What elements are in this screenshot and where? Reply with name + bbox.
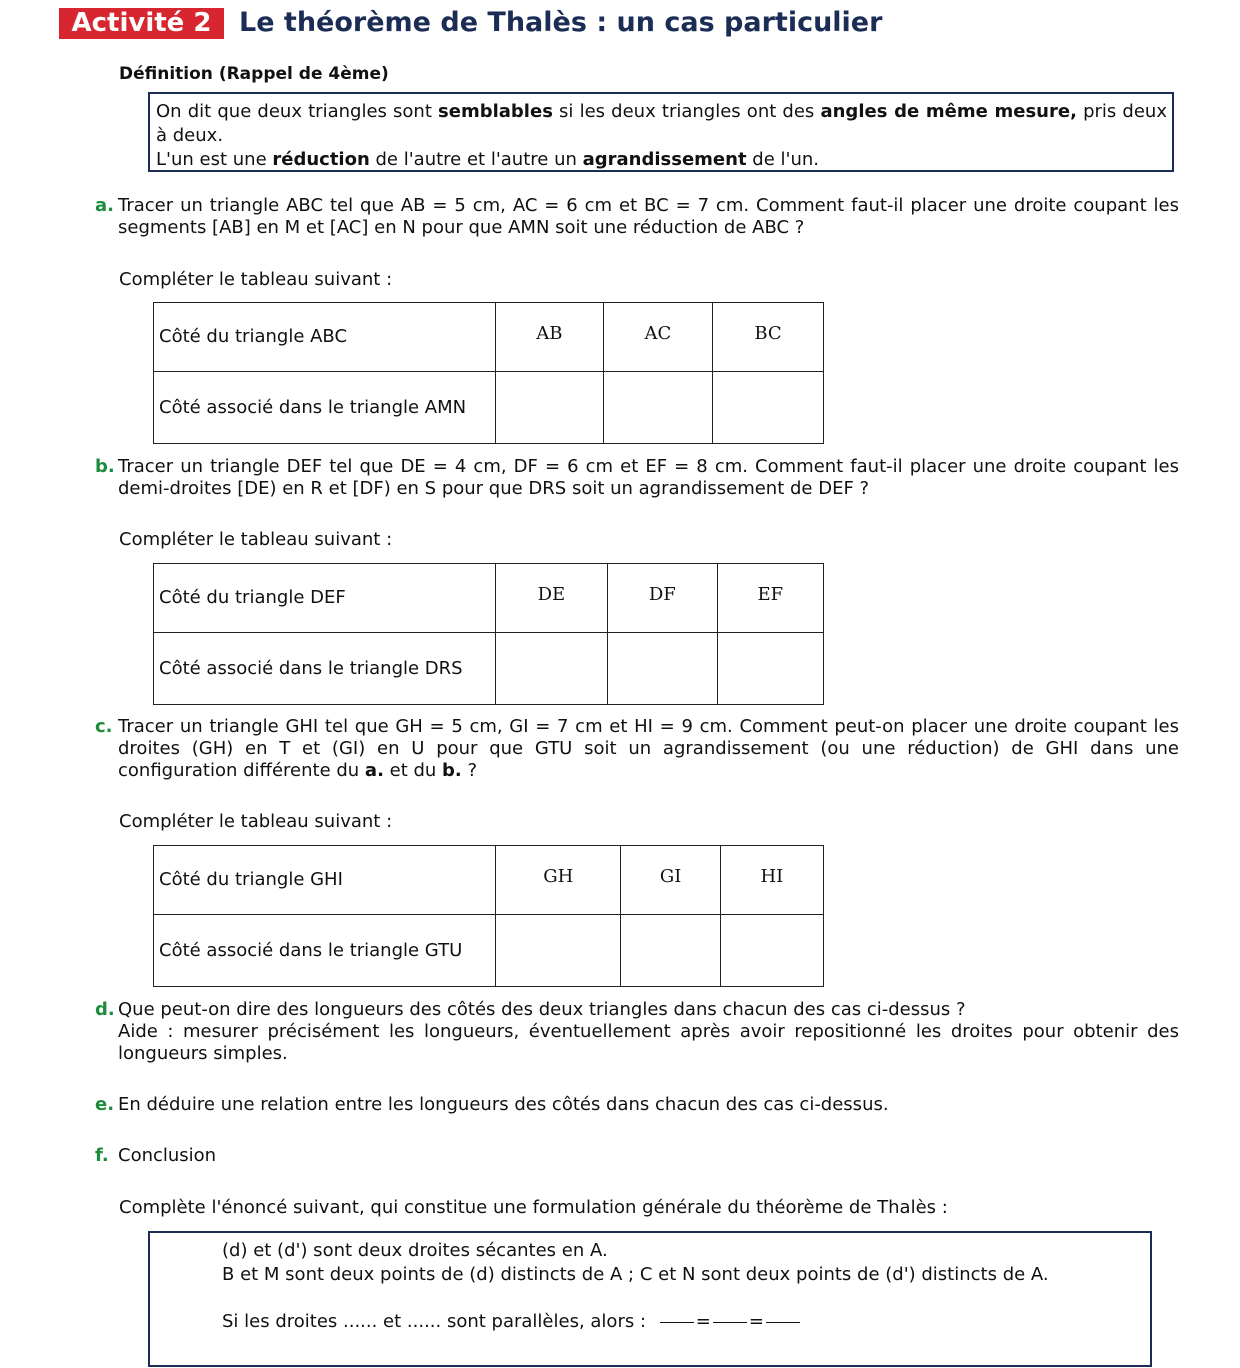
table-row: [154, 303, 824, 372]
column-header: GI: [621, 846, 720, 915]
question-e: [95, 1094, 1179, 1116]
question-label: f.: [95, 1145, 109, 1166]
row-label: Côté associé dans le triangle GTU: [154, 915, 496, 987]
ref-a: a.: [364, 760, 384, 781]
def-text: si les deux triangles ont des: [552, 101, 821, 122]
table-row: [154, 633, 824, 705]
table-abc: [153, 302, 824, 444]
column-header: DF: [607, 564, 717, 633]
row-label: Côté du triangle ABC: [154, 303, 496, 372]
fraction-blank[interactable]: [713, 1322, 747, 1323]
answer-cell[interactable]: [713, 372, 824, 444]
conclusion-line: (d) et (d') sont deux droites sécantes en A.: [222, 1240, 608, 1261]
column-header: AC: [603, 303, 712, 372]
answer-cell[interactable]: [720, 915, 823, 987]
def-text: de l'autre et l'autre un: [369, 149, 583, 170]
question-label: a.: [95, 195, 114, 216]
question-text-part: Que peut-on dire des longueurs des côtés des deux triangles dans chacun des cas ci-dessus ?: [118, 999, 966, 1020]
complete-instruction: Compléter le tableau suivant :: [119, 269, 393, 290]
def-bold: semblables: [438, 101, 553, 122]
table-row: [154, 564, 824, 633]
activity-badge: Activité 2: [59, 8, 224, 39]
question-label: d.: [95, 999, 115, 1020]
column-header: DE: [496, 564, 608, 633]
question-label: e.: [95, 1094, 115, 1115]
table-ghi: [153, 845, 824, 987]
question-text: Tracer un triangle ABC tel que AB = 5 cm, AC = 6 cm et BC = 7 cm. Comment faut-il placer une droite coupant les segments [AB] en M et [AC] en N pour que AMN soit une réduction de ABC ?: [118, 195, 1179, 238]
column-header: BC: [713, 303, 824, 372]
definition-box: [148, 92, 1174, 172]
ref-b: b.: [442, 760, 462, 781]
question-text-part: et du: [383, 760, 443, 781]
aide-text: Aide : mesurer précisément les longueurs, éventuellement après avoir repositionné les droites pour obtenir des longueurs simples.: [118, 1021, 1179, 1064]
conclusion-line: B et M sont deux points de (d) distincts de A ; C et N sont deux points de (d') distincts de A.: [222, 1264, 1049, 1285]
def-bold: réduction: [272, 149, 370, 170]
question-label: b.: [95, 456, 115, 477]
complete-instruction: Complète l'énoncé suivant, qui constitue une formulation générale du théorème de Thalès :: [119, 1197, 948, 1218]
column-header: GH: [496, 846, 621, 915]
answer-cell[interactable]: [717, 633, 823, 705]
question-text: [118, 999, 1179, 1065]
question-text-part: Tracer un triangle GHI tel que GH = 5 cm, GI = 7 cm et HI = 9 cm. Comment peut-on placer une droite coupant les droites (GH) en T et (GI) en U pour que GTU soit un agrandissement (ou une réduction) de GHI dans une configuration différente du: [118, 716, 1179, 781]
complete-instruction: Compléter le tableau suivant :: [119, 811, 393, 832]
question-text: En déduire une relation entre les longueurs des côtés dans chacun des cas ci-dessus.: [118, 1094, 889, 1115]
answer-cell[interactable]: [496, 915, 621, 987]
fraction-blank[interactable]: [660, 1322, 694, 1323]
definition-title: Définition (Rappel de 4ème): [119, 64, 389, 84]
row-label: Côté du triangle GHI: [154, 846, 496, 915]
question-text-part: ?: [461, 760, 478, 781]
def-bold: agrandissement: [582, 149, 747, 170]
row-label: Côté associé dans le triangle AMN: [154, 372, 496, 444]
row-label: Côté du triangle DEF: [154, 564, 496, 633]
row-label: Côté associé dans le triangle DRS: [154, 633, 496, 705]
table-row: [154, 846, 824, 915]
answer-cell[interactable]: [603, 372, 712, 444]
question-label: c.: [95, 716, 113, 737]
def-text: de l'un.: [746, 149, 819, 170]
table-row: [154, 915, 824, 987]
def-bold: angles de même mesure,: [820, 101, 1077, 122]
def-text: On dit que deux triangles sont: [156, 101, 439, 122]
answer-cell[interactable]: [496, 372, 604, 444]
table-def: [153, 563, 824, 705]
equals-sign: =: [748, 1311, 764, 1332]
question-text: Tracer un triangle DEF tel que DE = 4 cm, DF = 6 cm et EF = 8 cm. Comment faut-il placer une droite coupant les demi-droites [DE) en R et [DF) en S pour que DRS soit un agrandissement de DEF ?: [118, 456, 1179, 499]
def-text: pris deux à deux.: [156, 101, 1167, 146]
answer-cell[interactable]: [621, 915, 720, 987]
answer-cell[interactable]: [496, 633, 608, 705]
complete-instruction: Compléter le tableau suivant :: [119, 529, 393, 550]
question-text: [118, 716, 1179, 782]
question-b: [95, 456, 1179, 500]
answer-cell[interactable]: [607, 633, 717, 705]
conclusion-text: Si les droites ...... et ...... sont parallèles, alors :: [222, 1311, 647, 1332]
conclusion-formula: [222, 1311, 802, 1333]
def-text: L'un est une: [156, 149, 273, 170]
question-d: [95, 999, 1179, 1065]
table-row: [154, 372, 824, 444]
question-f: [95, 1145, 1179, 1167]
question-c: [95, 716, 1179, 782]
fraction-blank[interactable]: [766, 1322, 800, 1323]
column-header: EF: [717, 564, 823, 633]
column-header: HI: [720, 846, 823, 915]
column-header: AB: [496, 303, 604, 372]
question-a: [95, 195, 1179, 239]
equals-sign: =: [695, 1311, 711, 1332]
page-title: Le théorème de Thalès : un cas particulier: [239, 7, 883, 38]
question-text: Conclusion: [118, 1145, 217, 1166]
